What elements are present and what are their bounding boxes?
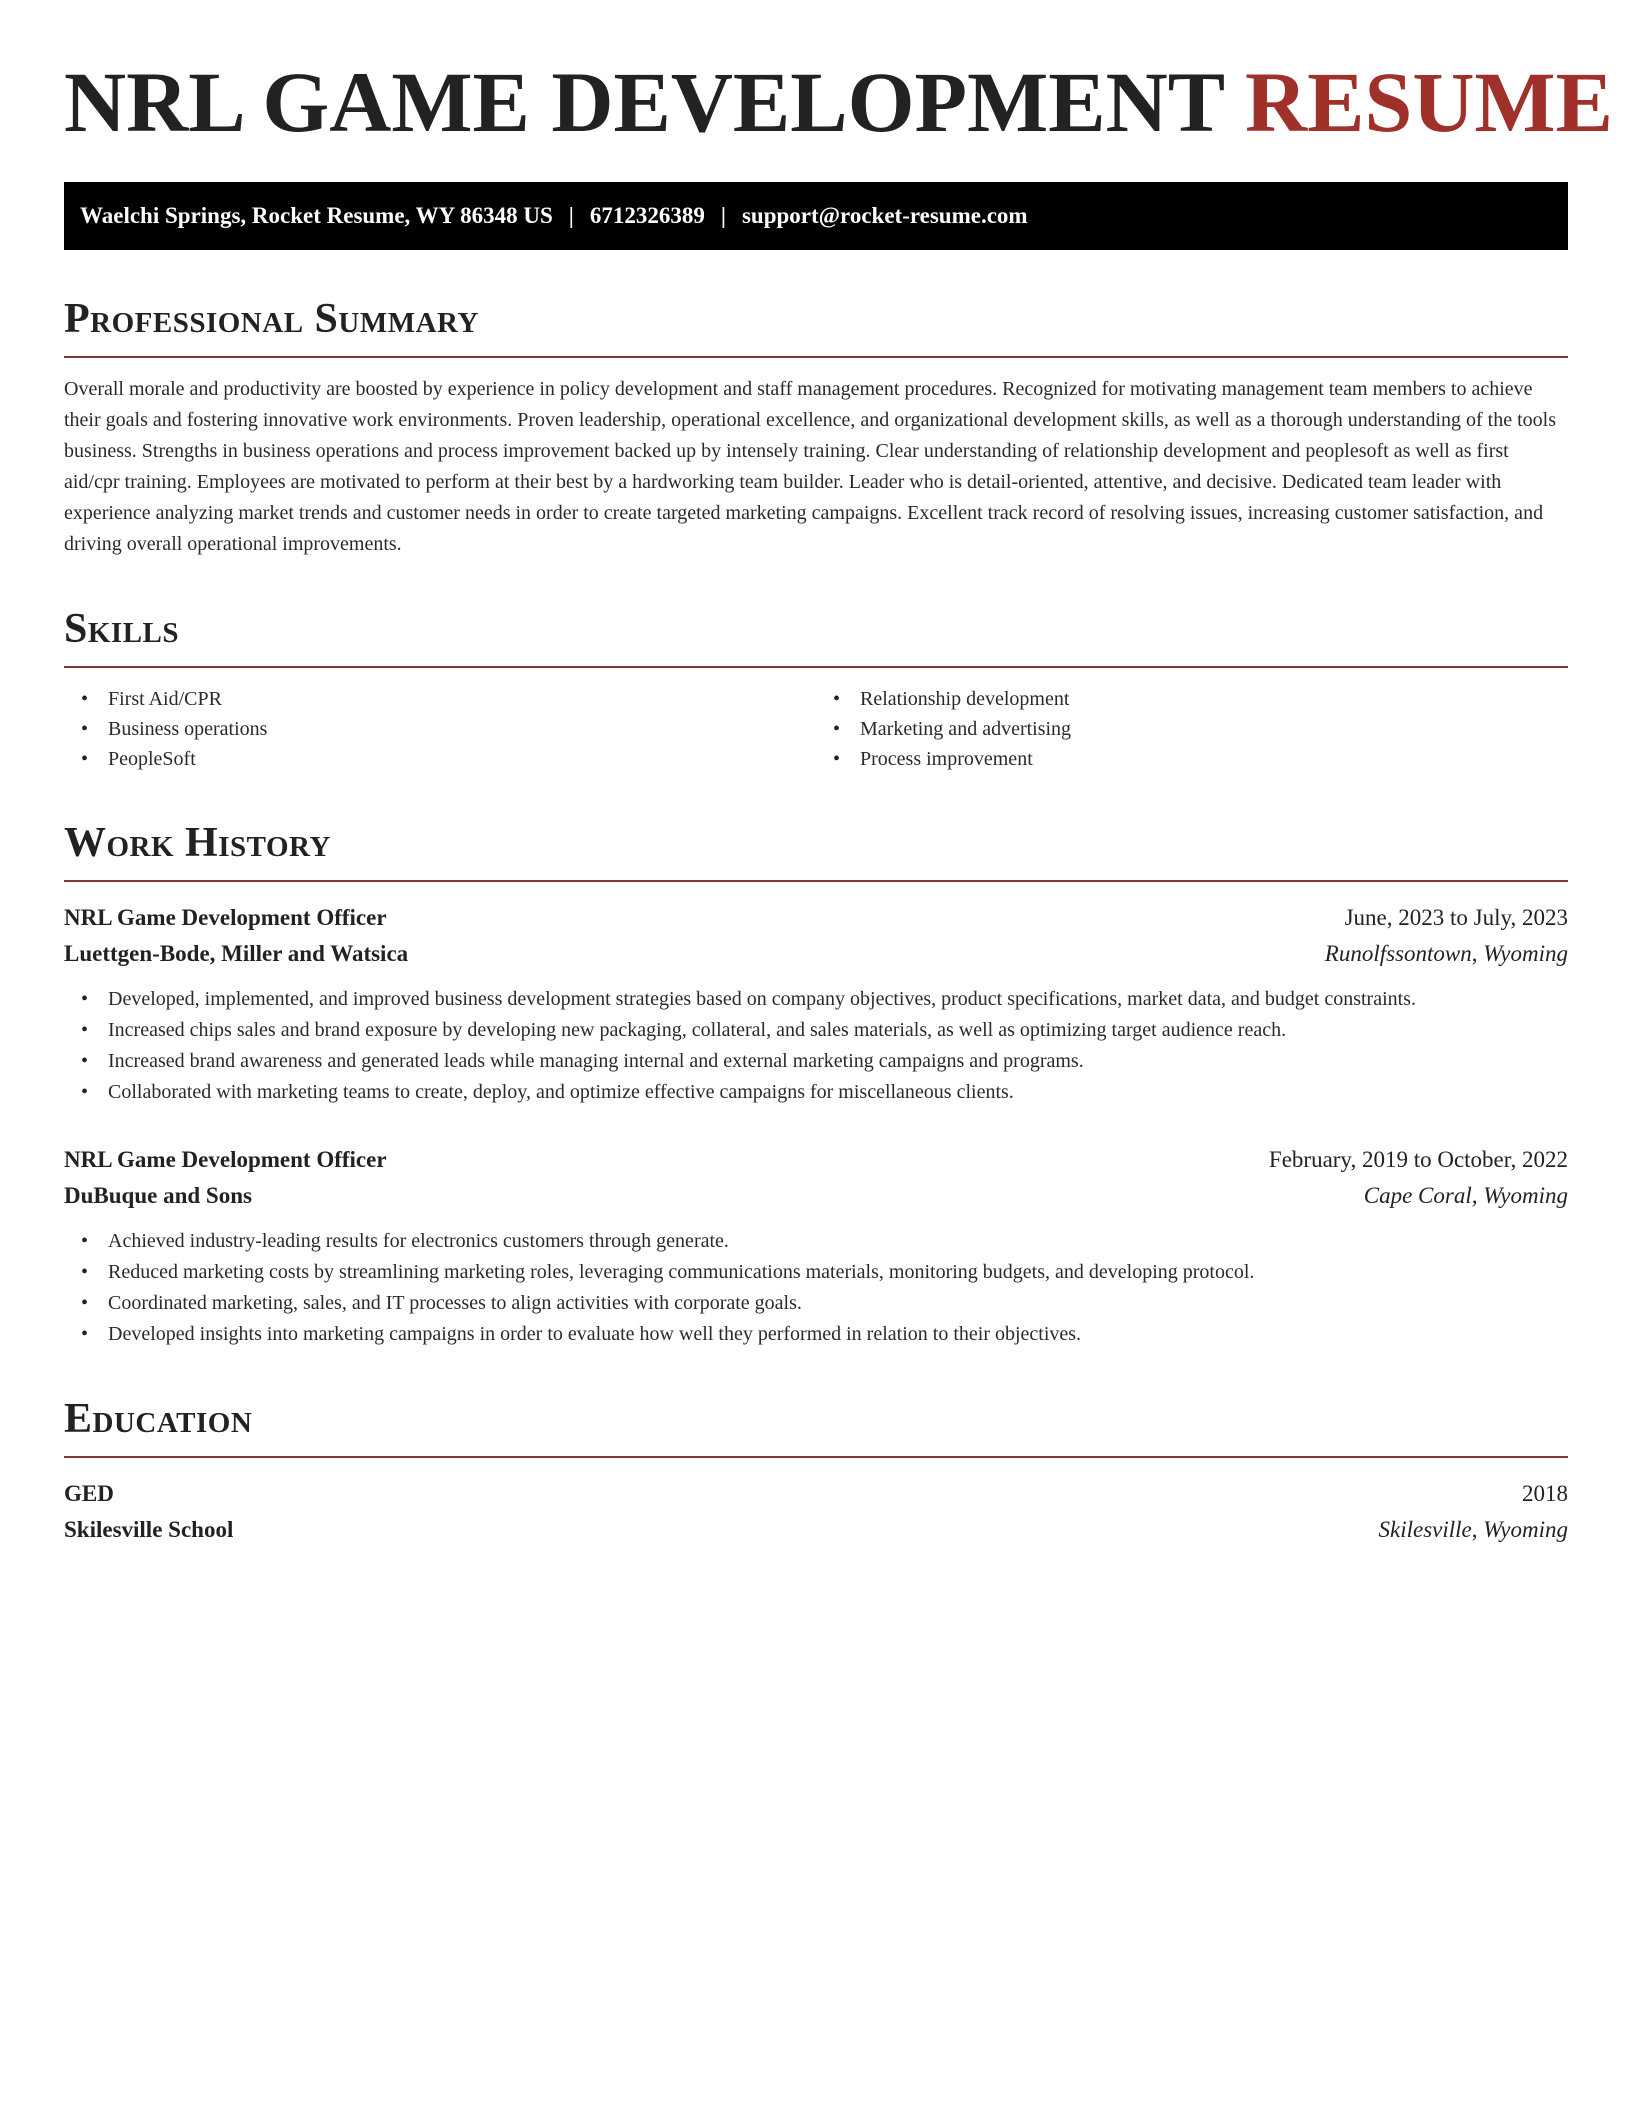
education-degree: GED (64, 1481, 114, 1506)
job-entry (64, 1142, 1568, 1350)
job-header-row (64, 1142, 1568, 1178)
job-bullet: • Achieved industry-leading results for electronics customers through generate. (108, 1226, 1568, 1257)
skill-item: • Marketing and advertising (860, 714, 1568, 744)
job-position: NRL Game Development Officer (64, 1147, 387, 1172)
skill-item: • PeopleSoft (108, 744, 816, 774)
job-bullets (64, 1226, 1568, 1350)
skills-section (64, 604, 1568, 774)
job-company-row (64, 1178, 1568, 1214)
job-bullet: • Increased brand awareness and generated leads while managing internal and external marketing campaigns and programs. (108, 1046, 1568, 1077)
title-main: NRL GAME DEVELOPMENT (64, 54, 1224, 150)
job-entry (64, 900, 1568, 1108)
summary-text: Overall morale and productivity are boosted by experience in policy development and staff management procedures. Recognized for motivating management team members to achieve their goals and fostering innovative work environments. Proven leadership, operational excellence, and organizational development skills, as well as a thorough understanding of the tools business. Strengths in business operations and process improvement backed up by intensely training. Clear understanding of relationship development and peoplesoft as well as first aid/cpr training. Employees are motivated to perform at their best by a hardworking team builder. Leader who is detail-oriented, attentive, and decisive. Dedicated team leader with experience analyzing market trends and customer needs in order to create targeted marketing campaigns. Excellent track record of resolving issues, increasing customer satisfaction, and driving overall operational improvements. (64, 378, 1557, 555)
contact-bar (64, 182, 1568, 250)
work-history-heading: Work History (64, 820, 331, 866)
education-school-row (64, 1512, 1568, 1548)
education-section (64, 1394, 1568, 1548)
contact-separator: | (720, 203, 726, 228)
skills-grid (64, 684, 1568, 774)
job-company: Luettgen-Bode, Miller and Watsica (64, 941, 409, 966)
skill-item: • Process improvement (860, 744, 1568, 774)
work-history-section (64, 818, 1568, 1350)
job-bullet: • Increased chips sales and brand exposure by developing new packaging, collateral, and sales materials, as well as optimizing target audience reach. (108, 1015, 1568, 1046)
job-bullet: • Collaborated with marketing teams to create, deploy, and optimize effective campaigns for miscellaneous clients. (108, 1077, 1568, 1108)
skills-heading: Skills (64, 606, 180, 652)
job-bullet: • Developed insights into marketing campaigns in order to evaluate how well they performed in relation to their objectives. (108, 1319, 1568, 1350)
education-heading: Education (64, 1396, 253, 1442)
job-company: DuBuque and Sons (64, 1183, 252, 1208)
skill-item: • Business operations (108, 714, 816, 744)
summary-heading: Professional Summary (64, 296, 479, 342)
job-bullet: • Developed, implemented, and improved business development strategies based on company objectives, product specifications, market data, and budget constraints. (108, 984, 1568, 1015)
job-bullet: • Coordinated marketing, sales, and IT processes to align activities with corporate goals. (108, 1288, 1568, 1319)
section-divider (64, 880, 1568, 882)
education-school: Skilesville School (64, 1517, 234, 1542)
job-company-row (64, 936, 1568, 972)
summary-section (64, 294, 1568, 560)
skill-item: • First Aid/CPR (108, 684, 816, 714)
contact-email[interactable]: support@rocket-resume.com (741, 203, 1028, 228)
contact-separator: | (568, 203, 574, 228)
skill-item: • Relationship development (860, 684, 1568, 714)
skills-list-left (64, 684, 816, 774)
contact-phone[interactable]: 6712326389 (589, 203, 705, 228)
job-dates: February, 2019 to October, 2022 (1268, 1147, 1568, 1172)
education-location: Skilesville, Wyoming (1378, 1517, 1568, 1542)
job-bullets (64, 984, 1568, 1108)
education-year: 2018 (1522, 1481, 1568, 1506)
job-dates: June, 2023 to July, 2023 (1344, 905, 1568, 930)
section-divider (64, 356, 1568, 358)
job-location: Cape Coral, Wyoming (1363, 1183, 1568, 1208)
education-degree-row (64, 1476, 1568, 1512)
job-position: NRL Game Development Officer (64, 905, 387, 930)
contact-address: Waelchi Springs, Rocket Resume, WY 86348 US (80, 203, 553, 228)
education-entry (64, 1476, 1568, 1548)
section-divider (64, 666, 1568, 668)
resume-title (64, 52, 1613, 152)
skills-list-right (816, 684, 1568, 774)
section-divider (64, 1456, 1568, 1458)
job-location: Runolfssontown, Wyoming (1324, 941, 1568, 966)
job-bullet: • Reduced marketing costs by streamlining marketing roles, leveraging communications materials, monitoring budgets, and developing protocol. (108, 1257, 1568, 1288)
title-accent: RESUME (1245, 54, 1613, 150)
job-header-row (64, 900, 1568, 936)
